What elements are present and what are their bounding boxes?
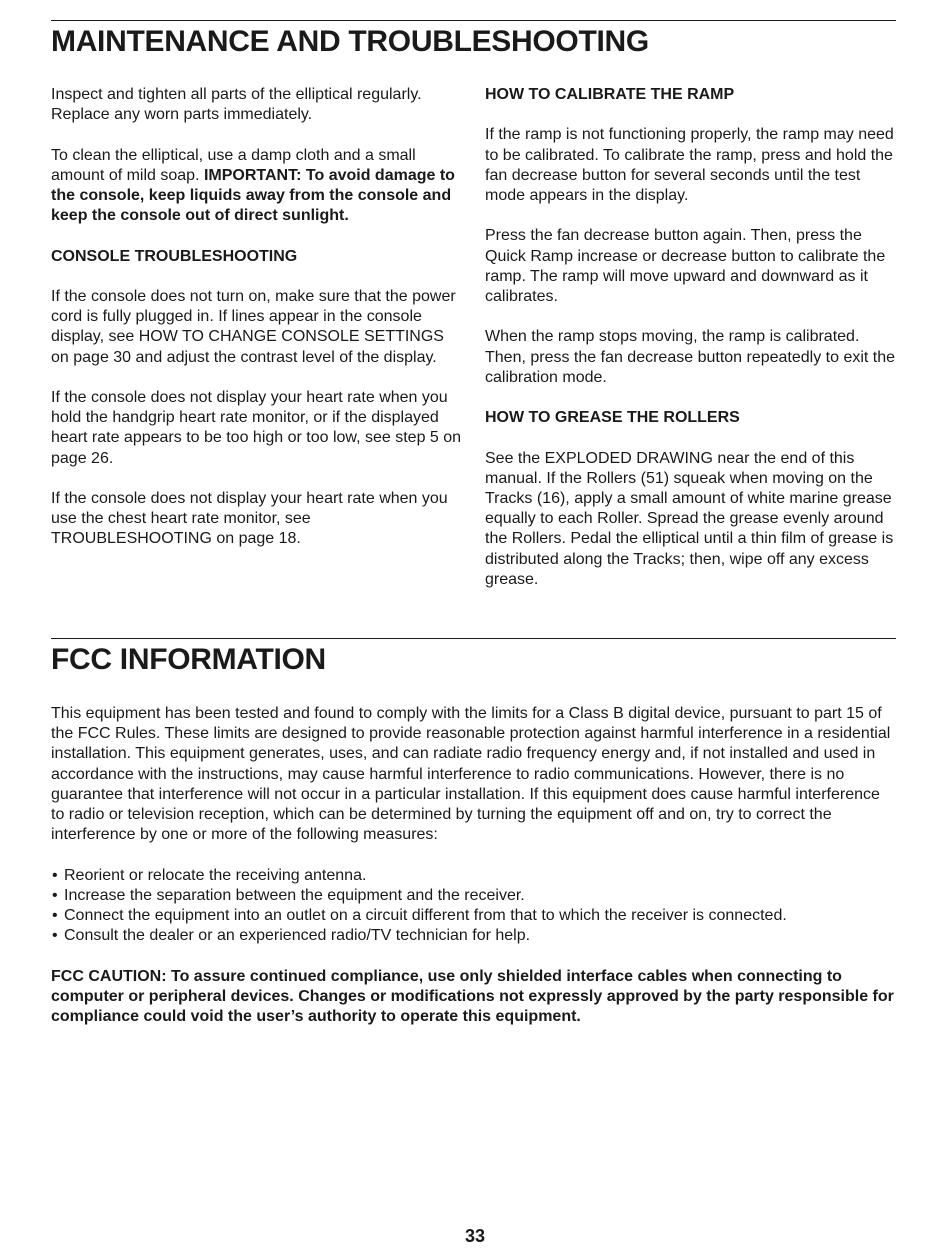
bullet-icon: • <box>52 907 58 925</box>
cleaning-important-note: IMPORTANT: To avoid damage to the console, keep liquids away from the console and keep the console out of direct sunlight. <box>51 166 455 225</box>
console-power-paragraph: If the console does not turn on, make sure that the power cord is fully plugged in. If lines appear in the console display, see HOW TO CHANGE CONSOLE SETTINGS on page 30 and adjust the contrast level of the display. <box>51 287 456 366</box>
fcc-intro-paragraph: This equipment has been tested and found to comply with the limits for a Class B digital device, pursuant to part 15 of the FCC Rules. These limits are designed to provide reasonable protection against harmful interference in a residential installation. This equipment generates, uses, and can radiate radio frequency energy and, if not installed and used in accordance with the instructions, may cause harmful interference to radio communications. However, there is no guarantee that interference will not occur in a particular installation. If this equipment does cause harmful interference to radio or television reception, which can be determined by turning the equipment off and on, try to correct the interference by one or more of the following measures: <box>51 705 891 844</box>
ramp-calibrate-paragraph-2: Press the fan decrease button again. Then, press the Quick Ramp increase or decrease button to calibrate the ramp. The ramp will move upward and downward as it calibrates. <box>485 227 886 305</box>
grease-rollers-paragraph: See the EXPLODED DRAWING near the end of this manual. If the Rollers (51) squeak when moving on the Tracks (16), apply a small amount of white marine grease equally to each Roller. Spread the grease evenly around the Rollers. Pedal the elliptical until a thin film of grease is distributed along the Tracks; then, wipe off any excess grease. <box>485 449 894 588</box>
calibrate-ramp-heading: HOW TO CALIBRATE THE RAMP <box>485 86 735 103</box>
list-item: • Reorient or relocate the receiving antenna. <box>51 866 896 886</box>
maintenance-title: MAINTENANCE AND TROUBLESHOOTING <box>51 25 649 58</box>
maintenance-right-column <box>485 85 900 610</box>
maintenance-left-column <box>51 85 466 570</box>
cleaning-text: To clean the elliptical, use a damp cloth and a small amount of mild soap. <box>51 146 416 184</box>
bullet-icon: • <box>52 886 58 904</box>
bullet-icon: • <box>52 927 58 945</box>
inspect-paragraph: Inspect and tighten all parts of the elliptical regularly. Replace any worn parts immediately. <box>51 86 422 124</box>
ramp-calibrate-paragraph-3: When the ramp stops moving, the ramp is calibrated. Then, press the fan decrease button repeatedly to exit the calibration mode. <box>485 328 896 386</box>
handgrip-heart-rate-paragraph: If the console does not display your heart rate when you hold the handgrip heart rate monitor, or if the displayed heart rate appears to be too high or too low, see step 5 on page 26. <box>51 388 462 467</box>
bullet-icon: • <box>52 866 58 884</box>
section-top-rule <box>51 20 896 21</box>
fcc-top-rule <box>51 638 896 639</box>
list-item: • Consult the dealer or an experienced radio/TV technician for help. <box>51 926 896 946</box>
cleaning-paragraph <box>51 146 466 227</box>
list-item: • Connect the equipment into an outlet on a circuit different from that to which the receiver is connected. <box>51 906 896 926</box>
console-troubleshooting-heading: CONSOLE TROUBLESHOOTING <box>51 247 298 265</box>
ramp-calibrate-paragraph-1: If the ramp is not functioning properly, the ramp may need to be calibrated. To calibrate the ramp, press and hold the fan decrease button for several seconds until the test mode appears in the display. <box>485 126 894 204</box>
chest-heart-rate-paragraph: If the console does not display your heart rate when you use the chest heart rate monitor, see TROUBLESHOOTING on page 18. <box>51 489 448 548</box>
fcc-body <box>51 704 896 1047</box>
fcc-caution-paragraph: FCC CAUTION: To assure continued compliance, use only shielded interface cables when connecting to computer or peripheral devices. Changes or modifications not expressly approved by the party responsible for compliance could void the user’s authority to operate this equipment. <box>51 967 894 1026</box>
fcc-measures-list <box>51 866 896 947</box>
fcc-title: FCC INFORMATION <box>51 643 326 676</box>
grease-rollers-heading: HOW TO GREASE THE ROLLERS <box>485 409 740 427</box>
page-number: 33 <box>464 1226 486 1246</box>
list-item: • Increase the separation between the equipment and the receiver. <box>51 886 896 906</box>
